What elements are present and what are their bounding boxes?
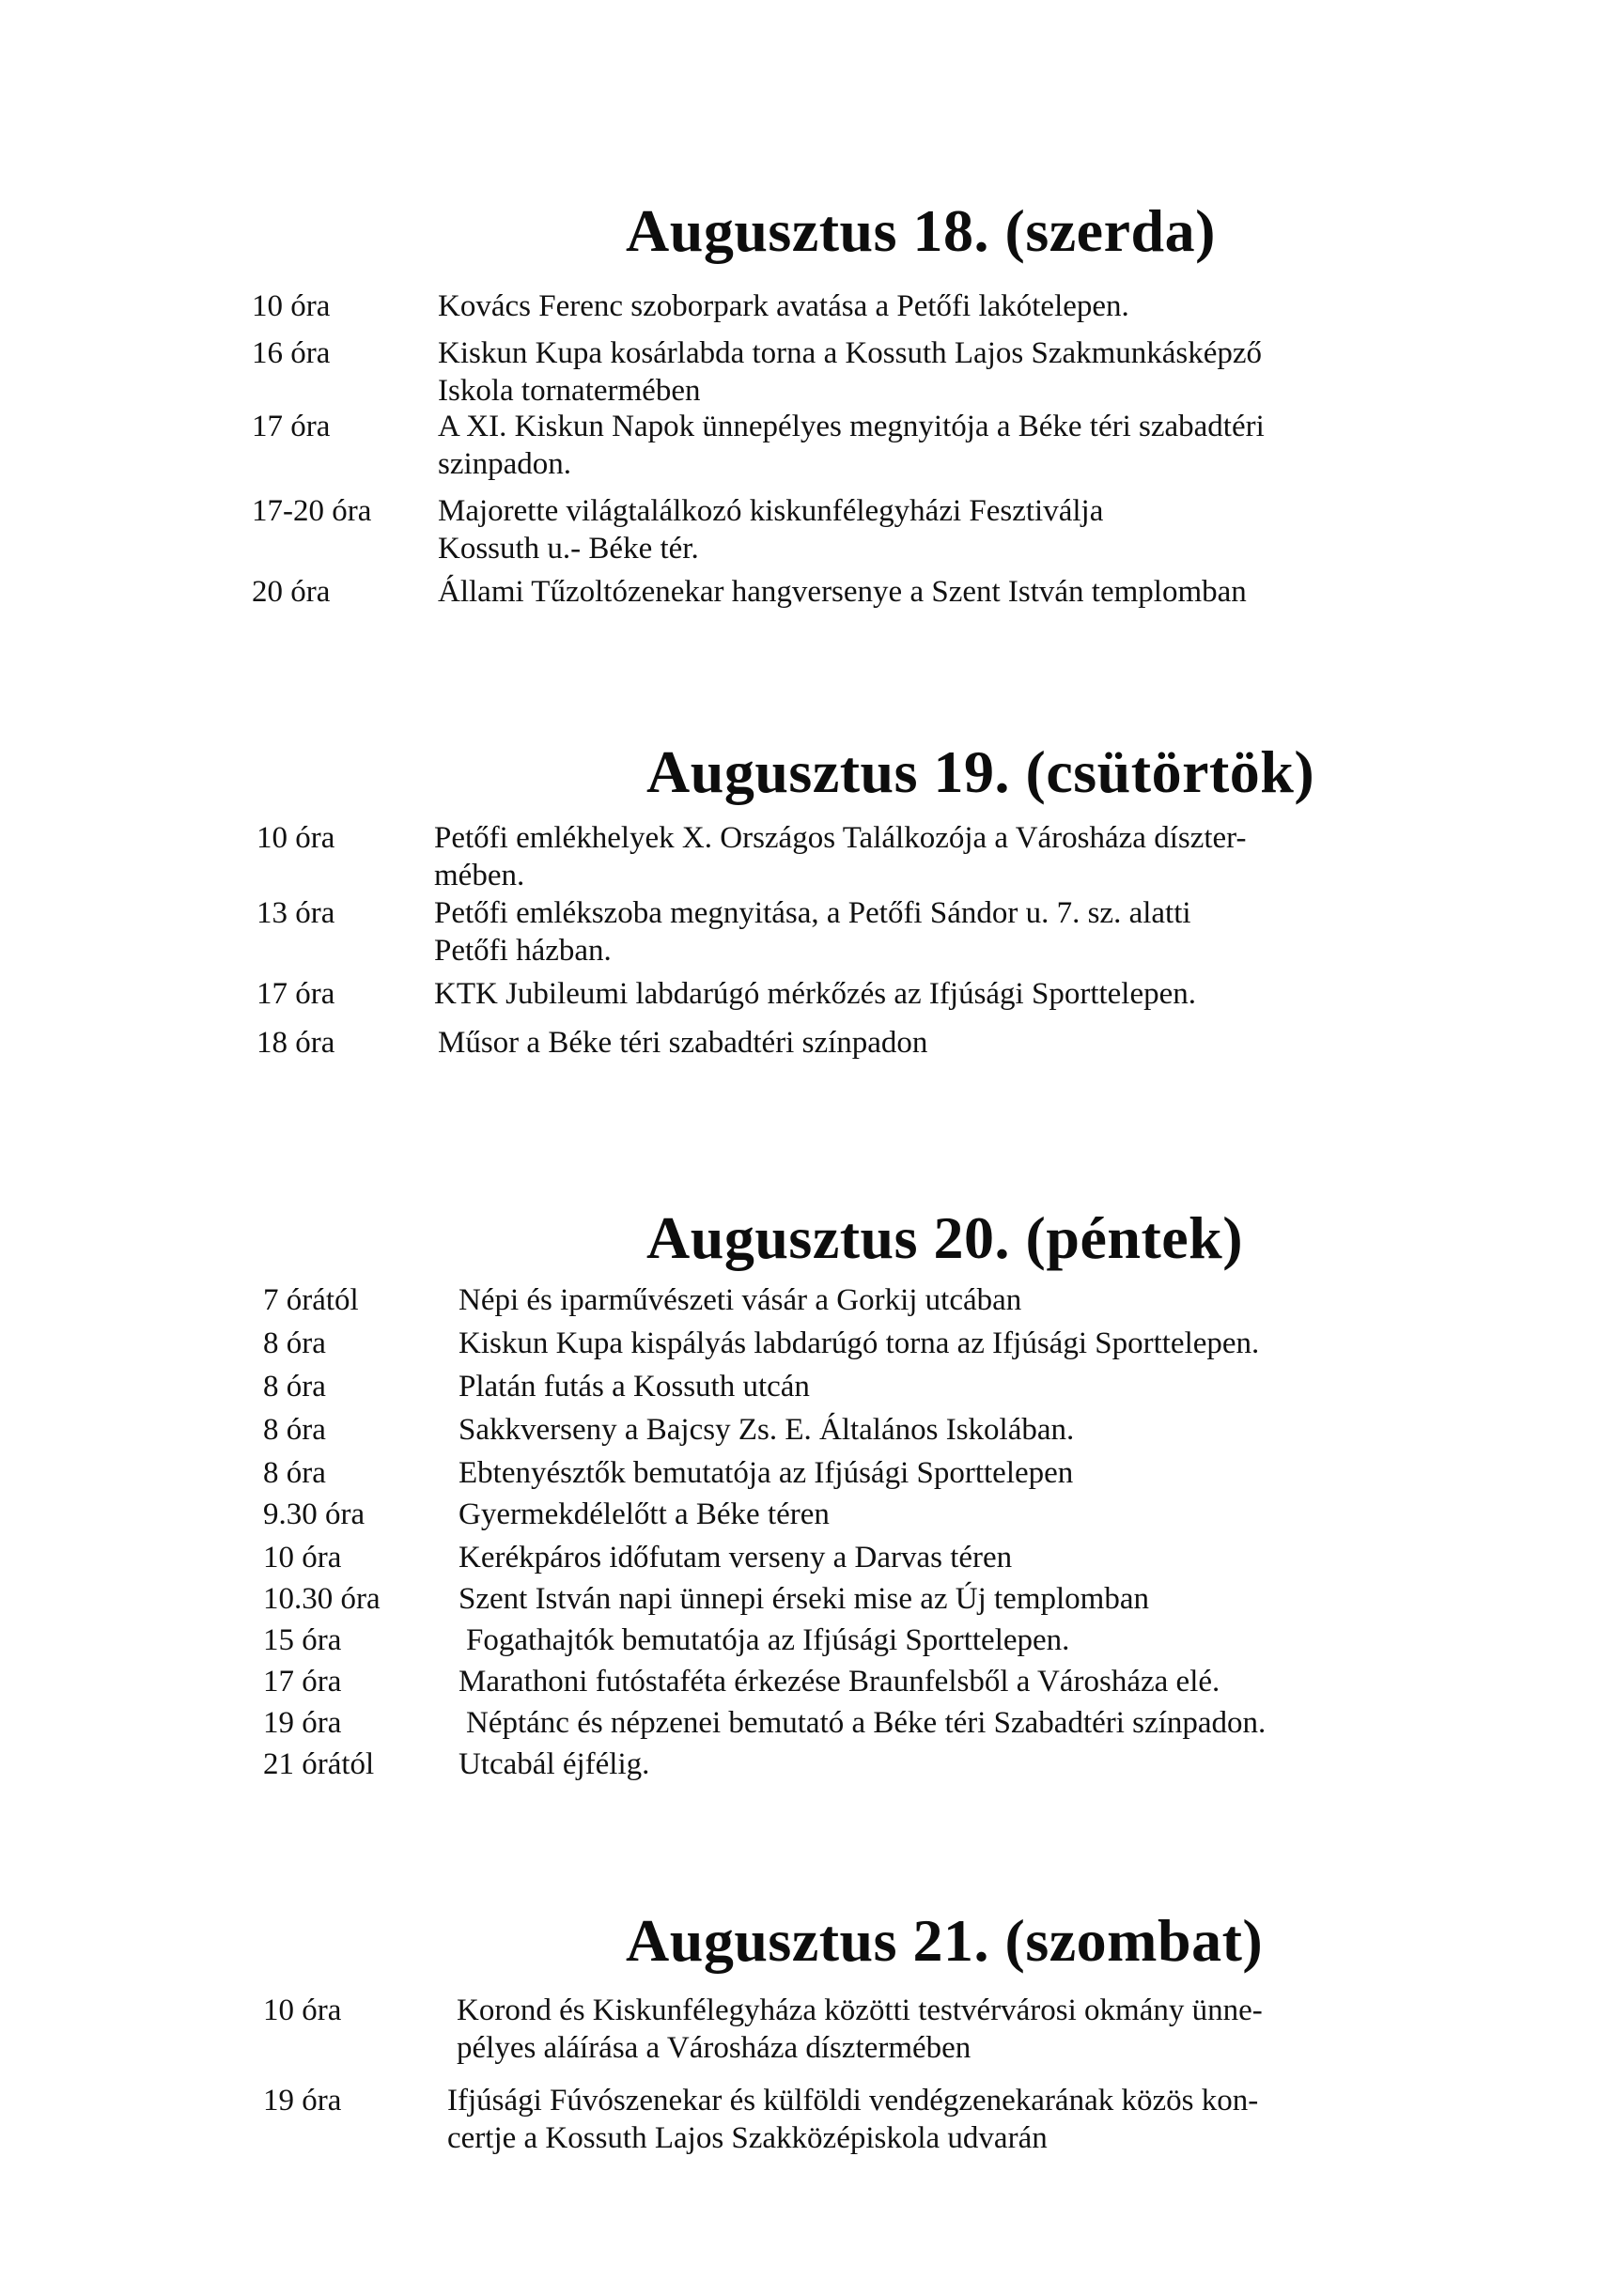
- event-time: 10 óra: [252, 289, 331, 323]
- event-line: certje a Kossuth Lajos Szakközépiskola udvarán: [447, 2121, 1048, 2155]
- event-line: Népi és iparművészeti vásár a Gorkij utcában: [459, 1283, 1022, 1317]
- event-time: 9.30 óra: [263, 1497, 365, 1531]
- event-line: Néptánc és népzenei bemutató a Béke téri Szabadtéri színpadon.: [466, 1706, 1267, 1740]
- event-description: [459, 1745, 1473, 1783]
- event-time: 10 óra: [263, 1541, 342, 1575]
- event-description: [459, 1580, 1473, 1618]
- event-description: [438, 287, 1453, 325]
- event-line: Petőfi emlékszoba megnyitása, a Petőfi Sándor u. 7. sz. alatti: [434, 896, 1191, 930]
- event-description: [459, 1281, 1473, 1319]
- event-time: 13 óra: [256, 896, 335, 930]
- event-time: 10 óra: [256, 821, 335, 855]
- event-description: [457, 1992, 1471, 2067]
- event-line: Gyermekdélelőtt a Béke téren: [459, 1497, 830, 1531]
- event-time: 17-20 óra: [252, 494, 372, 528]
- event-line: KTK Jubileumi labdarúgó mérkőzés az Ifjúsági Sporttelepen.: [434, 977, 1197, 1011]
- event-line: Petőfi házban.: [434, 934, 612, 968]
- event-time: 18 óra: [256, 1026, 335, 1060]
- event-time: 15 óra: [263, 1623, 342, 1657]
- event-line: mében.: [434, 859, 525, 892]
- event-description: [434, 975, 1449, 1013]
- event-line: Petőfi emlékhelyek X. Országos Találkozója a Városháza díszter-: [434, 821, 1247, 855]
- event-time: 10 óra: [263, 1993, 342, 2027]
- event-description: [459, 1663, 1473, 1700]
- event-line: Fogathajtók bemutatója az Ifjúsági Sporttelepen.: [466, 1623, 1070, 1657]
- event-time: 8 óra: [263, 1326, 326, 1360]
- event-description: [459, 1411, 1473, 1449]
- event-line: Majorette világtalálkozó kiskunfélegyházi Fesztiválja: [438, 494, 1104, 528]
- event-time: 19 óra: [263, 1706, 342, 1740]
- event-time: 8 óra: [263, 1456, 326, 1490]
- event-time: 19 óra: [263, 2084, 342, 2118]
- event-description: [438, 334, 1453, 410]
- event-line: Szent István napi ünnepi érseki mise az Új templomban: [459, 1582, 1149, 1616]
- event-description: [438, 492, 1453, 567]
- event-line: Sakkverseny a Bajcsy Zs. E. Általános Iskolában.: [459, 1413, 1075, 1447]
- event-description: [459, 1539, 1473, 1576]
- event-line: pélyes aláírása a Városháza dísztermében: [457, 2031, 971, 2065]
- day-heading: Augusztus 20. (péntek): [646, 1204, 1244, 1271]
- event-description: [459, 1368, 1473, 1405]
- event-description: [466, 1704, 1481, 1742]
- event-time: 20 óra: [252, 575, 331, 609]
- event-description: [438, 573, 1453, 611]
- day-heading: Augusztus 18. (szerda): [626, 197, 1216, 264]
- event-line: Korond és Kiskunfélegyháza közötti testvérvárosi okmány ünne-: [457, 1993, 1263, 2027]
- event-time: 17 óra: [256, 977, 335, 1011]
- event-description: [466, 1621, 1481, 1659]
- event-description: [434, 894, 1449, 970]
- event-line: Kiskun Kupa kispályás labdarúgó torna az Ifjúsági Sporttelepen.: [459, 1326, 1260, 1360]
- event-time: 17 óra: [252, 410, 331, 443]
- event-line: A XI. Kiskun Napok ünnepélyes megnyitója a Béke téri szabadtéri: [438, 410, 1265, 443]
- event-description: [459, 1496, 1473, 1533]
- event-description: [438, 408, 1453, 483]
- event-line: Ebtenyésztők bemutatója az Ifjúsági Sporttelepen: [459, 1456, 1074, 1490]
- event-line: Iskola tornatermében: [438, 374, 701, 408]
- event-time: 8 óra: [263, 1413, 326, 1447]
- day-heading: Augusztus 21. (szombat): [626, 1907, 1264, 1974]
- event-line: Kiskun Kupa kosárlabda torna a Kossuth Lajos Szakmunkásképző: [438, 336, 1263, 370]
- event-description: [434, 819, 1449, 894]
- event-description: [447, 2082, 1462, 2157]
- event-line: Marathoni futóstaféta érkezése Braunfelsből a Városháza elé.: [459, 1665, 1220, 1699]
- event-time: 16 óra: [252, 336, 331, 370]
- event-line: Ifjúsági Fúvószenekar és külföldi vendégzenekarának közös kon-: [447, 2084, 1259, 2118]
- event-line: Platán futás a Kossuth utcán: [459, 1370, 810, 1404]
- event-description: [459, 1325, 1473, 1362]
- event-time: 8 óra: [263, 1370, 326, 1404]
- event-description: [438, 1024, 1453, 1062]
- event-line: Állami Tűzoltózenekar hangversenye a Szent István templomban: [438, 575, 1247, 609]
- event-time: 21 órától: [263, 1747, 375, 1781]
- event-time: 17 óra: [263, 1665, 342, 1699]
- event-line: szinpadon.: [438, 447, 572, 481]
- event-line: Kerékpáros időfutam verseny a Darvas téren: [459, 1541, 1013, 1575]
- event-time: 10.30 óra: [263, 1582, 381, 1616]
- event-time: 7 órától: [263, 1283, 359, 1317]
- event-line: Műsor a Béke téri szabadtéri színpadon: [438, 1026, 928, 1060]
- event-line: Utcabál éjfélig.: [459, 1747, 650, 1781]
- event-line: Kossuth u.- Béke tér.: [438, 532, 699, 566]
- day-heading: Augusztus 19. (csütörtök): [646, 738, 1315, 805]
- event-line: Kovács Ferenc szoborpark avatása a Petőfi lakótelepen.: [438, 289, 1129, 323]
- event-description: [459, 1454, 1473, 1492]
